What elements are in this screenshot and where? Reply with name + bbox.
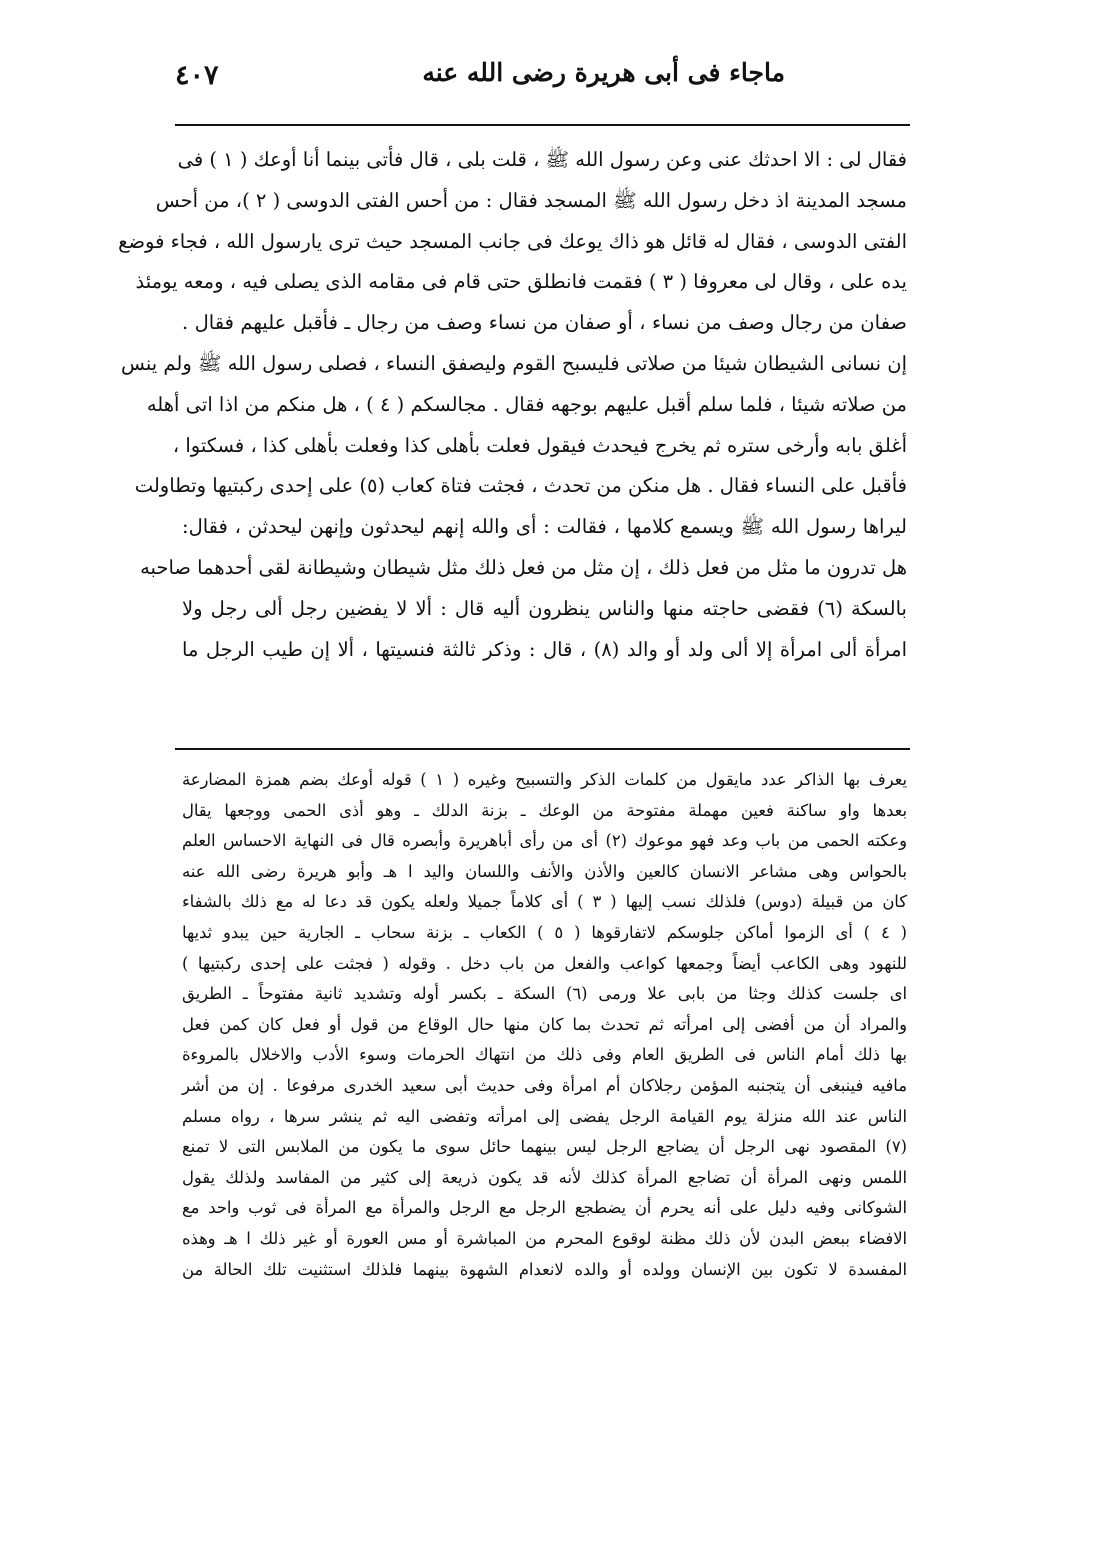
main-text-line: ليراها رسول الله ﷺ ويسمع كلامها ، فقالت : أى والله إنهم ليحدثون وإنهن ليحدثن ، فقال: (182, 515, 907, 539)
footnote-line: بعدها واو ساكنة فعين مهملة مفتوحة من الوعك ـ بزنة الدلك ـ وهو أذى الحمى ووجعها يقال (182, 800, 907, 820)
page-title: ماجاء فى أبى هريرة رضى الله عنه (422, 58, 785, 87)
main-text-body (118, 140, 907, 670)
main-text-line: من صلاته شيئا ، فلما سلم أقبل عليهم بوجهه فقال . مجالسكم ( ٤ ) ، هل منكم من اذا اتى أهله (146, 392, 907, 416)
page-header (175, 58, 905, 116)
header-divider (175, 124, 910, 126)
main-text-line: صفان من رجال وصف من نساء ، أو صفان من نساء وصف من رجال ـ فأقبل عليهم فقال . (182, 311, 907, 335)
footnote-line: وعكته الحمى من باب وعد فهو موعوك (٢) أى من رأى أباهريرة وأبصره قال فى النهاية الاحساس العلم (182, 831, 907, 851)
main-text-line: الفتى الدوسى ، فقال له قائل هو ذاك يوعك فى جانب المسجد حيث ترى يارسول الله ، فجاء فوضع (118, 229, 907, 253)
footnotes-body (182, 765, 907, 1285)
footnote-line: (٧) المقصود نهى الرجل أن يضاجع الرجل ليس بينهما حائل سوى ما يكون من الملابس التى لا تمنع (182, 1137, 907, 1157)
footnote-line: الشوكانى وفيه دليل على أنه يحرم أن يضطجع الرجل مع الرجل والمرأة مع المرأة فى ثوب واحد مع (182, 1198, 907, 1218)
main-text-line: مسجد المدينة اذ دخل رسول الله ﷺ المسجد فقال : من أحس الفتى الدوسى ( ٢ )، من أحس (155, 188, 907, 212)
footnote-line: الافضاء ببعض البدن لأن ذلك مظنة لوقوع المحرم من المباشرة أو مس العورة أو غير ذلك ا هـ وهذه (182, 1228, 907, 1248)
page-number: ٤٠٧ (175, 60, 219, 91)
footnote-line: بالحواس وهى مشاعر الانسان كالعين والأذن والأنف واللسان واليد ا هـ وأبو هريرة رضى الله عنه (182, 861, 907, 881)
footnote-line: المفسدة لا تكون بين الإنسان وولده أو والده لانعدام الشهوة بينهما فلذلك استثنيت تلك الحالة من (182, 1259, 907, 1279)
main-text-line: إن نسانى الشيطان شيئا من صلاتى فليسبح القوم وليصفق النساء ، فصلى رسول الله ﷺ ولم ينس (121, 351, 907, 375)
footnote-line: بها ذلك أمام الناس فى الطريق العام وفى ذلك من انتهاك الحرمات وسوء الأدب والاخلال بالمروءة (182, 1045, 907, 1065)
footnote-line: اى جلست كذلك وجثا من بابى علا ورمى (٦) السكة ـ بكسر أوله وتشديد ثانية مفتوحاً ـ الطريق (182, 984, 907, 1004)
main-text-line: امرأة ألى امرأة إلا ألى ولد أو والد (٨) ، قال : وذكر ثالثة فنسيتها ، ألا إن طيب الرجل ما (182, 637, 907, 661)
main-text-line: أغلق بابه وأرخى ستره ثم يخرج فيحدث فيقول فعلت بأهلى كذا وفعلت بأهلى كذا ، فسكتوا ، (172, 433, 907, 457)
main-text-line: فأقبل على النساء فقال . هل منكن من تحدث ، فجثت فتاة كعاب (٥) على إحدى ركبتيها وتطاولت (134, 474, 907, 498)
footnote-line: مافيه فينبغى أن يتجنبه المؤمن رجلاكان أم امرأة وفى حديث أبى سعيد الخدرى مرفوعا . إن من أشر (182, 1075, 907, 1095)
footnote-line: ( ٤ ) أى الزموا أماكن جلوسكم لاتفارقوها ( ٥ ) الكعاب ـ بزنة سحاب ـ الجارية حين يبدو ثديها (182, 922, 907, 942)
main-text-line: يده على ، وقال لى معروفا ( ٣ ) فقمت فانطلق حتى قام فى مقامه الذى يصلى فيه ، ومعه يومئذ (135, 270, 907, 294)
footnote-line: كان من قبيلة (دوس) فلذلك نسب إليها ( ٣ ) أى كلاماً جميلا ولعله يكون قد دعا له مع ذلك بالشفاء (182, 892, 908, 912)
main-text-line: فقال لى : الا احدثك عنى وعن رسول الله ﷺ ، قلت بلى ، قال فأتى بينما أنا أوعك ( ١ ) فى (177, 148, 907, 171)
footnote-line: الناس عند الله منزلة يوم القيامة الرجل يفضى إلى امرأته وتفضى اليه ثم ينشر سرها ، رواه مسلم (182, 1106, 907, 1126)
footnote-line: للنهود وهى الكاعب أيضاً وجمعها كواعب والفعل من باب دخل . وقوله ( فجثت على إحدى ركبتيها ) (182, 953, 907, 973)
footnote-line: والمراد أن من أفضى إلى امرأته ثم تحدث بما كان منها حال الوقاع من قول أو فعل كان كمن فعل (182, 1014, 907, 1034)
main-text-line: هل تدرون ما مثل من فعل ذلك ، إن مثل من فعل ذلك مثل شيطان وشيطانة لقى أحدهما صاحبه (140, 555, 907, 579)
footnote-line: يعرف بها الذاكر عدد مايقول من كلمات الذكر والتسبيح وغيره ( ١ ) قوله أوعك بضم همزة المضارعة (182, 770, 908, 789)
main-text-line: بالسكة (٦) فقضى حاجته منها والناس ينظرون أليه قال : ألا لا يفضين رجل ألى رجل ولا (182, 596, 907, 620)
footnote-divider (175, 748, 910, 750)
footnote-line: اللمس ونهى المرأة أن تضاجع المرأة كذلك لأنه قد يكون ذريعة إلى كثير من المفاسد ولذلك يقول (182, 1167, 907, 1187)
